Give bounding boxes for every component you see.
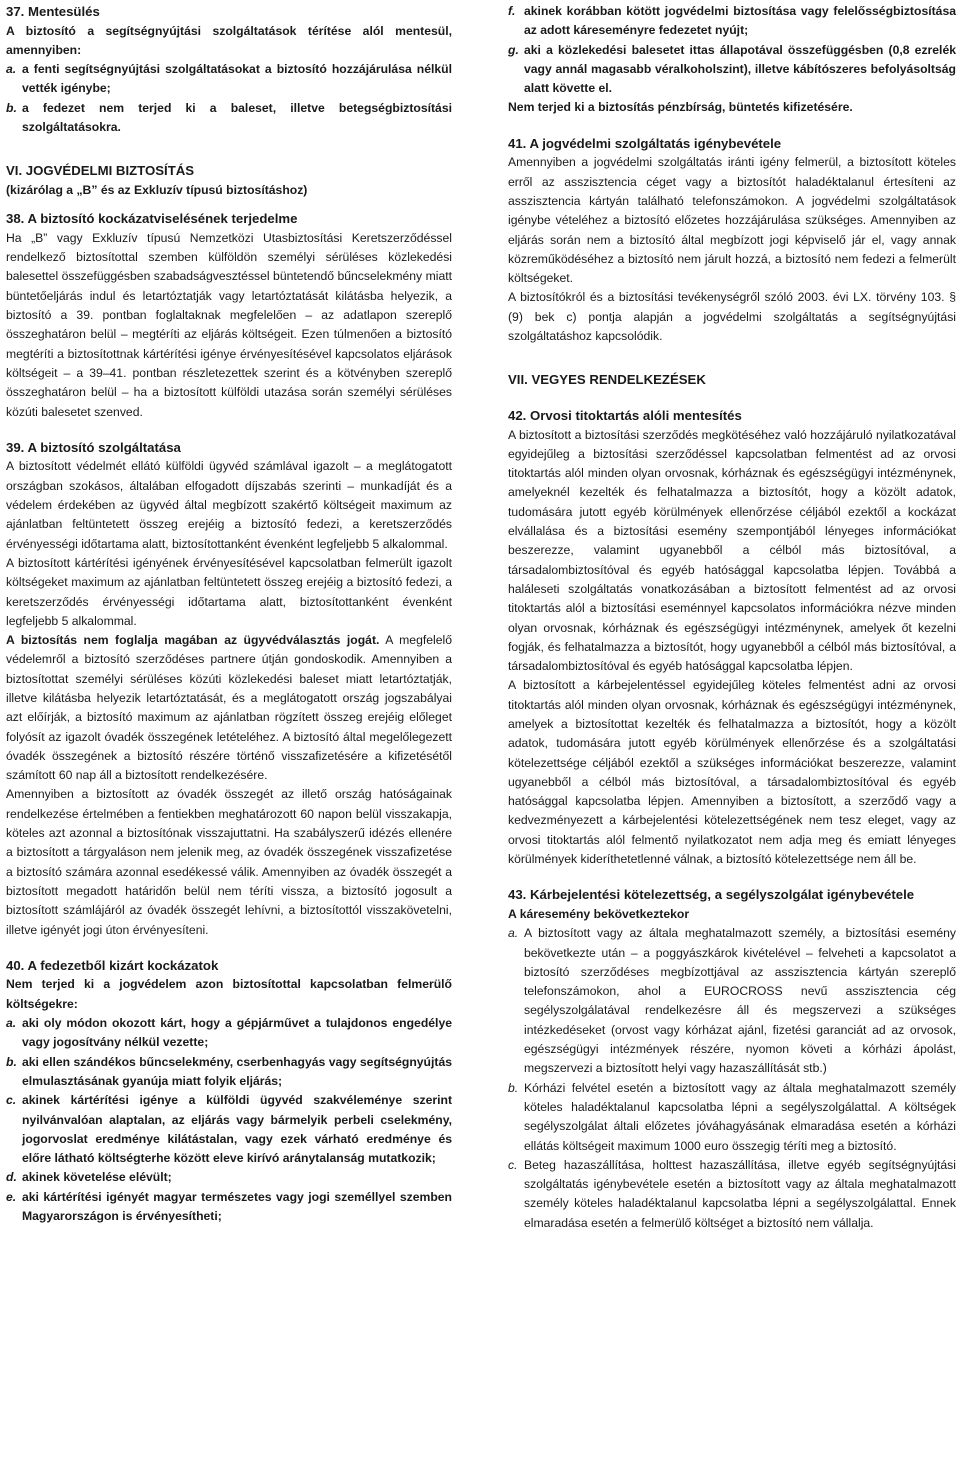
section-43-title: 43. Kárbejelentési kötelezettség, a segélyszolgálat igénybevétele	[508, 887, 915, 903]
list-item	[6, 60, 452, 99]
chapter-6-subtitle: (kizárólag a „B” és az Exkluzív típusú biztosításhoz)	[6, 182, 308, 197]
section-43-subtitle: A káresemény bekövetkeztekor	[508, 906, 690, 921]
list-item-label: c.	[508, 1157, 518, 1172]
section-40-title: 40. A fedezetből kizárt kockázatok	[6, 957, 219, 973]
list-item-label: f.	[508, 4, 516, 18]
section-39-paragraph-3-text: A megfelelő védelemről a biztosító szerződéses partnere útján gondoskodik. Amennyiben a biztosítottat személyi sérüléses közúti közlekedési baleset miatt letartóztatják, illetve kilátásba helyezik letartóztatását, és a meglátogatott ország jogszabályai azt előírják, a biztosító maximum az ajánlatban rögzített összeg erejéig előleget folyósít az igazolt óvadék összegének letételéhez. A biztosító által megelőlegezett óvadék összegének a biztosító részére történő visszafizetésére a kifizetésétől számított 60 nap áll a biztosított rendelkezésére.	[6, 633, 452, 783]
section-38-title: 38. A biztosító kockázatviselésének terjedelme	[6, 211, 298, 227]
list-item	[6, 1168, 452, 1187]
list-item	[508, 1079, 956, 1156]
list-item-text: aki ellen szándékos bűncselekmény, cserbenhagyás vagy segítségnyújtás elmulasztásának gyanúja miatt folyik eljárás;	[22, 1054, 452, 1088]
section-41-paragraph-2: A biztosítókról és a biztosítási tevékenységről szóló 2003. évi LX. törvény 103. § (9) bek c) pontja alapján a jogvédelmi szolgáltatás a segítségnyújtási szolgáltatáshoz kapcsolódik.	[508, 290, 956, 344]
list-item	[508, 1156, 956, 1233]
list-item-text: a fedezet nem terjed ki a baleset, illetve betegségbiztosítási szolgáltatásokra.	[22, 100, 452, 135]
left-column	[6, 2, 452, 1226]
right-column	[508, 2, 956, 1233]
list-item-text: a fenti segítségnyújtási szolgáltatásokat a biztosító hozzájárulása nélkül vették igénybe;	[22, 62, 452, 96]
no-lawyer-choice-notice: A biztosítás nem foglalja magában az ügyvédválasztás jogát.	[6, 633, 380, 648]
section-37-intro: A biztosító a segítségnyújtási szolgáltatások térítése alól mentesül, amennyiben:	[6, 23, 452, 57]
section-40-intro: Nem terjed ki a jogvédelem azon biztosítottal kapcsolatban felmerülő költségekre:	[6, 977, 452, 1011]
section-39-paragraph-2: A biztosított kártérítési igényének érvényesítésével kapcsolatban felmerült igazolt költségeket maximum az ajánlatban feltüntetett összeg erejéig a biztosító fedezi, a keretszerződés érvényességi időtartama alatt, biztosítottanként évenként legfeljebb 5 alkalommal.	[6, 555, 452, 628]
list-item-text: Kórházi felvétel esetén a biztosított vagy az általa meghatalmazott személy köteles haladéktalanul kapcsolatba lépni a segélyszolgálattal. A költségek segélyszolgálat általi előzetes jóváhagyásának elmaradása esetén a kórházi ellátás költségeit maximum 1000 euro összegig téríti meg a biztosító.	[524, 1080, 956, 1153]
fine-exclusion-note: Nem terjed ki a biztosítás pénzbírság, büntetés kifizetésére.	[508, 100, 853, 115]
list-item-text: aki oly módon okozott kárt, hogy a gépjárművet a tulajdonos engedélye vagy jogosítvány nélkül vezette;	[22, 1016, 452, 1050]
section-39-title: 39. A biztosító szolgáltatása	[6, 439, 181, 455]
list-item-text: akinek kártérítési igénye a külföldi ügyvéd szakvéleménye szerint nyilvánvalóan alaptalan, az eljárás vagy bármelyik perbeli cselekmény, jogorvoslat eredménye kilátástalan, vagy ezek várható eredménye és előre látható költségterhe között eleve kirívó aránytalanság mutatkozik;	[22, 1093, 452, 1166]
list-item	[6, 99, 452, 138]
list-item-text: aki a közlekedési balesetet ittas állapotával összefüggésben (0,8 ezrelék vagy annál magasabb véralkoholszint), illetve kábítószeres befolyásoltság alatt követte el.	[524, 42, 956, 96]
list-item-text: aki kártérítési igényét magyar természetes vagy jogi személlyel szemben Magyarországon is érvényesítheti;	[22, 1189, 452, 1223]
list-item-label: c.	[6, 1093, 17, 1108]
list-item-text: akinek követelése elévült;	[22, 1170, 172, 1185]
section-42-paragraph-2: A biztosított a kárbejelentéssel egyidejűleg köteles felmentést adni az orvosi titoktartás alól minden olyan orvosnak, kórháznak és egészségügyi intézménynek, amelyek a biztosítottat kezelték és felhatalmazza a biztosítót, hogy a közölt adatok, tudomására jutott egyéb körülmények ellenőrzése és a szolgáltatási kötelezettsége céljából ezektől a szükséges információkat beszerezze, valamint ugyanebből a célból más biztosítóval, a társadalombiztosítóval és egyéb hatósággal kapcsolatba lépjen. Amennyiben a biztosított, a szerződő vagy a kedvezményezett a kárbejelentési kötelezettségének nem tesz eleget, vagy az orvosi titoktartás alól felmentő nyilatkozatot nem adja meg és emiatt lényeges körülmények kideríthetetlenné válnak, a biztosító kötelezettsége nem áll be.	[508, 678, 956, 867]
list-item-text: A biztosított vagy az általa meghatalmazott személy, a biztosítási esemény bekövetkezte után – a poggyászkárok kivételével – felveheti a kapcsolatot a biztosító szerződéses megbízottjával az asszisztencia kártyán szereplő telefonszámokon, ahol a EUROCROSS nevű asszisztencia cég segélyszolgálatával rendelkezésre áll és megszervezi a szükséges intézkedéseket (orvost vagy kórházat ajánl, fizetési garanciát ad az orvosok, egészségügyi intézmények részére, nyomon követi a kórházi ápolást, megszervezi a biztosított helyi vagy hazaszállítását stb.)	[524, 926, 956, 1076]
list-item-label: d.	[6, 1170, 17, 1185]
list-item-label: a.	[6, 1016, 17, 1031]
chapter-7-title: VII. VEGYES RENDELKEZÉSEK	[508, 372, 706, 388]
list-item-label: g.	[508, 42, 519, 57]
section-39-paragraph-3	[6, 631, 452, 785]
section-39-paragraph-1: A biztosított védelmét ellátó külföldi ügyvéd számlával igazolt – a meglátogatott országban szokásos, általában elfogadott díjszabás szerinti – munkadíját és a védelem érdekében az ügyvéd által megbízott szakértő költségeit maximum az ajánlatban feltüntetett összeg erejéig a biztosító fedezi, a keretszerződés érvényességi időtartama alatt, biztosítottanként évenként legfeljebb 5 alkalommal.	[6, 459, 452, 551]
list-item-label: a.	[6, 62, 17, 77]
list-item	[508, 924, 956, 1078]
list-item-label: a.	[508, 926, 519, 941]
list-item-text: akinek korábban kötött jogvédelmi biztosítása vagy felelősségbiztosítása az adott káreseményre fedezetet nyújt;	[524, 4, 956, 38]
section-42-title: 42. Orvosi titoktartás alóli mentesítés	[508, 407, 742, 423]
section-38-text: Ha „B” vagy Exkluzív típusú Nemzetközi Utasbiztosítási Keretszerződéssel rendelkező biztosítottal szemben külföldön személyi sérüléses közlekedési balesettel összefüggésben szabadságvesztéssel büntetendő bűncselekmény miatt büntetőeljárás indul és letartóztatják vagy letartóztatását kilátásba helyezik, a biztosító a 39. pontban foglaltaknak megfelelően – az adatlapon szereplő összeghatáron belül – megtéríti az eljárás költségeit. Ezen túlmenően a biztosító megtéríti a biztosítottnak kártérítési igénye érvényesítésével kapcsolatos eljárások költségeit – a 39–41. pontban részletezettek szerint és a kötvényben szereplő összeghatáron belül – ha a biztosított külföldi utazása során személyi sérüléses közúti balesetet szenved.	[6, 230, 452, 419]
section-41-paragraph-1: Amennyiben a jogvédelmi szolgáltatás iránti igény felmerül, a biztosított köteles erről az asszisztencia céget vagy a biztosítót haladéktalanul értesíteni az asszisztencia kártyán található telefonszámokon. A jogvédelmi szolgáltatások igénybe vételéhez a biztosító előzetes hozzájárulása szükséges. Amennyiben az eljárás során nem a biztosító által megbízott jogi képviselő jár el, vagy annak közreműködéséhez a biztosító nem járult hozzá, a biztosító nem fedezi a felmerült költségeket.	[508, 155, 956, 286]
section-42-paragraph-1: A biztosított a biztosítási szerződés megkötéséhez való hozzájáruló nyilatkozatával egyidejűleg a biztosítási szerződéssel kapcsolatban felmentést ad az orvosi titoktartás alól minden olyan orvosnak, kórháznak és egészségügyi intézménynek, amelyeknél kezelték és felhatalmazza a biztosítót, hogy a közölt adatok, tudomására jutott egyéb körülmények ellenőrzése céljából ezektől a kockázat elvállalása és a biztosítási esemény szempontjából lényeges információkat beszerezze, valamint ugyanebből a célból más biztosítóval, a társadalombiztosítóval és egyéb hatósággal kapcsolatba lépjen. Továbbá a haláleseti szolgáltatás vonatkozásában a biztosított felmentést ad az orvosi titoktartás alól a biztosítási eseménnyel kapcsolatos információkra nézve minden olyan orvosnak, kórháznak és egészségügyi intézménynek, amelyek őt kezelni fogják, és felhatalmazza a biztosítót, hogy ugyanebből a célból más biztosítóval, a társadalombiztosítóval és egyéb hatósággal kapcsolatba lépjen.	[508, 427, 956, 674]
list-item	[6, 1091, 452, 1168]
section-39-paragraph-4: Amennyiben a biztosított az óvadék összegét az illető ország hatóságainak rendelkezése értelmében a fentiekben meghatározott 60 napon belül visszakapja, köteles azt azonnal a biztosítónak visszajuttatni. Ha szabályszerű idézés ellenére a biztosított a tárgyaláson nem jelenik meg, az óvadék összegének visszafizetése a biztosító számára azonnal esedékessé válik. Amennyiben az óvadék összegét a biztosított megadott határidőn belül nem téríti vissza, a biztosító jogosult a biztosított számlájáról az óvadék összegét lehívni, a biztosítottól visszakövetelni, illetve igényét jogi úton érvényesíteni.	[6, 787, 452, 937]
list-item-text: Beteg hazaszállítása, holttest hazaszállítása, illetve egyéb segítségnyújtási szolgáltatás igénybevétele esetén a biztosított vagy az általa meghatalmazott személy köteles haladéktalanul kapcsolatba lépni a segélyszolgálattal. Ennek elmaradása esetén a felmerülő költséget a biztosító nem vállalja.	[524, 1157, 956, 1230]
list-item	[6, 1014, 452, 1053]
list-item-label: b.	[508, 1080, 519, 1095]
list-item-label: e.	[6, 1189, 17, 1204]
list-item	[508, 2, 956, 41]
list-item	[6, 1053, 452, 1092]
section-41-title: 41. A jogvédelmi szolgáltatás igénybevétele	[508, 135, 782, 151]
section-37-title: 37. Mentesülés	[6, 4, 100, 19]
list-item	[508, 41, 956, 99]
list-item-label: b.	[6, 1054, 17, 1069]
list-item-label: b.	[6, 100, 17, 115]
chapter-6-title: VI. JOGVÉDELMI BIZTOSÍTÁS	[6, 163, 195, 179]
list-item	[6, 1188, 452, 1227]
